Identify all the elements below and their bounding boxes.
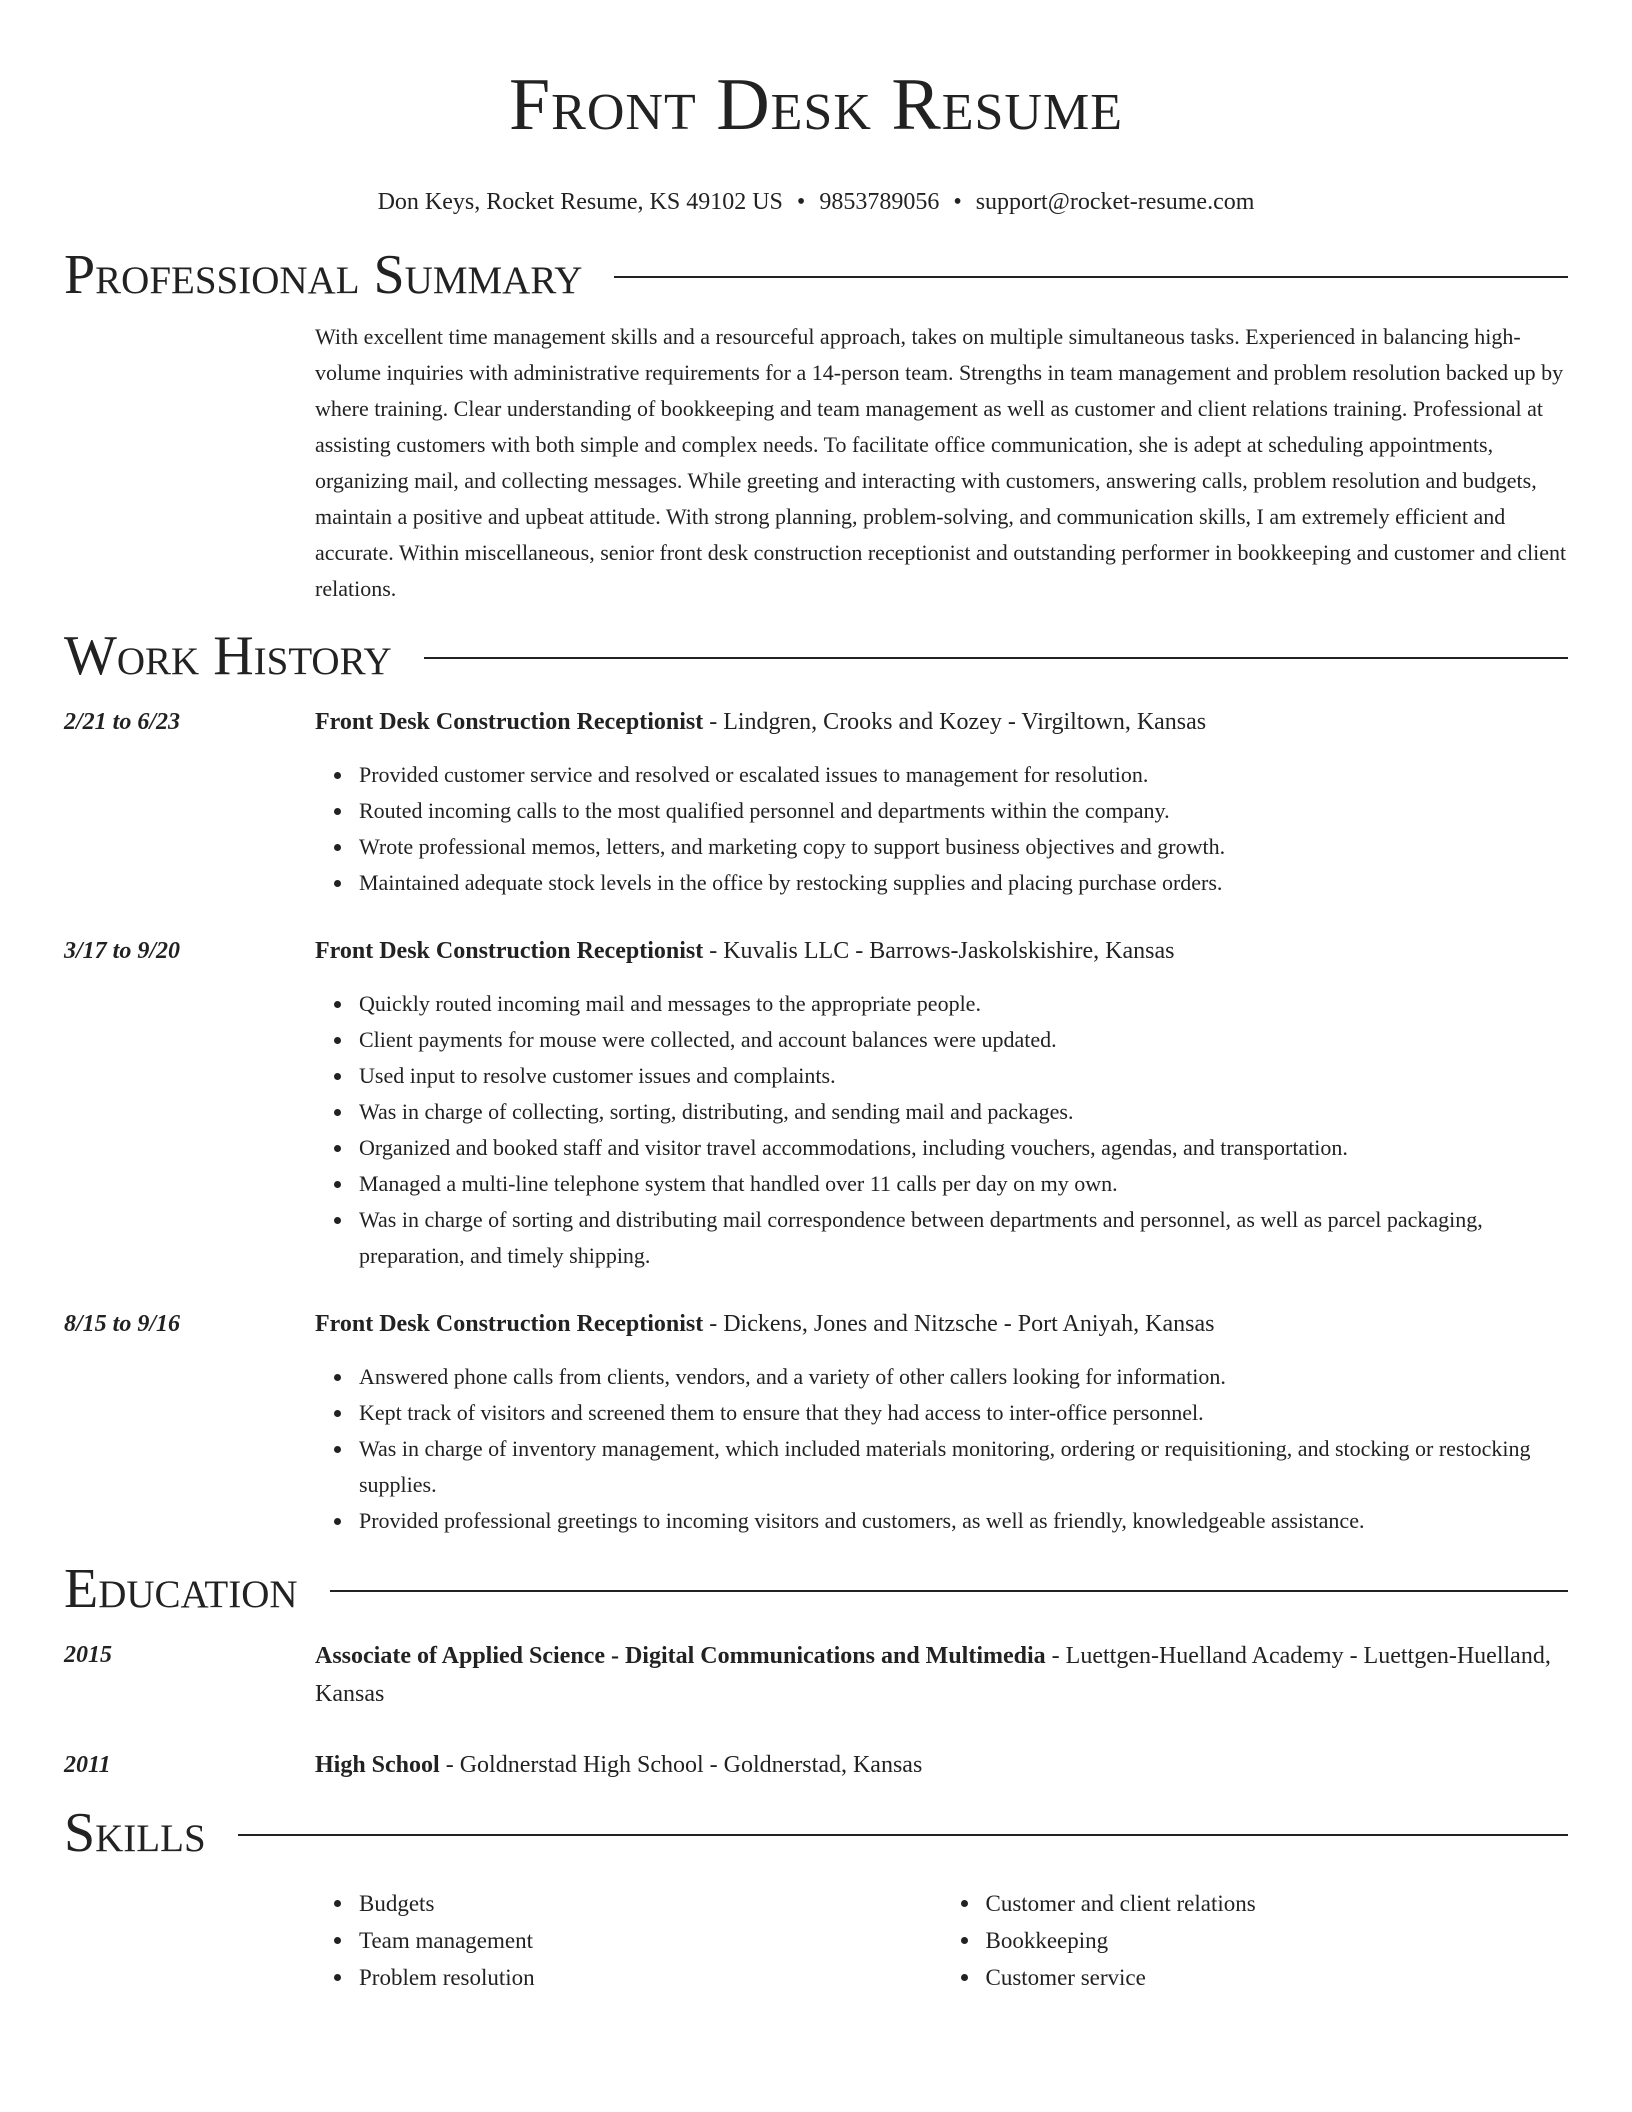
job-bullet: Managed a multi-line telephone system that handled over 11 calls per day on my own. (359, 1166, 1568, 1202)
job-bullet: Was in charge of sorting and distributing mail correspondence between departments and personnel, as well as parcel packaging, preparation, and timely shipping. (359, 1202, 1568, 1274)
job-entry (64, 1306, 1568, 1539)
job-bullet: Provided customer service and resolved or escalated issues to management for resolution. (359, 757, 1568, 793)
job-bullet: Maintained adequate stock levels in the office by restocking supplies and placing purchase orders. (359, 865, 1568, 901)
skills-row (64, 1885, 1568, 1996)
section-header-skills (64, 1801, 1568, 1865)
section-header-education (64, 1557, 1568, 1621)
section-title-work-history: Work History (64, 625, 392, 687)
job-bullet: Was in charge of inventory management, which included materials monitoring, ordering or requisitioning, and stocking or restocking supplies. (359, 1431, 1568, 1503)
skill-item: Problem resolution (359, 1959, 942, 1996)
education-details: - Luettgen-Huelland Academy - Luettgen-Huelland, Kansas (315, 1643, 1551, 1707)
contact-phone: 9853789056 (819, 189, 940, 215)
section-divider (614, 276, 1568, 278)
skills-column (942, 1885, 1569, 1996)
skill-item: Budgets (359, 1885, 942, 1922)
job-details: - Kuvalis LLC - Barrows-Jaskolskishire, Kansas (703, 938, 1175, 964)
job-bullet: Routed incoming calls to the most qualified personnel and departments within the company. (359, 793, 1568, 829)
job-title: Front Desk Construction Receptionist (315, 709, 704, 735)
education-details: - Goldnerstad High School - Goldnerstad, Kansas (439, 1752, 923, 1778)
contact-line (64, 186, 1568, 218)
job-bullet: Quickly routed incoming mail and messages to the appropriate people. (359, 986, 1568, 1022)
education-heading (315, 1747, 1568, 1783)
section-divider (424, 657, 1568, 659)
education-year: 2015 (64, 1642, 112, 1668)
skill-item: Customer service (986, 1959, 1569, 1996)
job-entry (64, 704, 1568, 901)
section-title-skills: Skills (64, 1802, 206, 1864)
job-dates: 2/21 to 6/23 (64, 709, 181, 735)
job-title: Front Desk Construction Receptionist (315, 1311, 704, 1337)
job-dates: 3/17 to 9/20 (64, 938, 181, 964)
job-entry (64, 933, 1568, 1274)
job-bullet: Wrote professional memos, letters, and marketing copy to support business objectives and growth. (359, 829, 1568, 865)
summary-spacer (64, 319, 315, 607)
education-entry (64, 1747, 1568, 1783)
summary-row (64, 319, 1568, 607)
job-bullets (315, 757, 1568, 901)
section-divider (238, 1834, 1568, 1836)
job-bullet: Organized and booked staff and visitor travel accommodations, including vouchers, agendas, and transportation. (359, 1130, 1568, 1166)
resume-title: Front Desk Resume (509, 64, 1123, 146)
job-heading (315, 1306, 1568, 1342)
job-dates: 8/15 to 9/16 (64, 1311, 181, 1337)
skill-item: Customer and client relations (986, 1885, 1569, 1922)
skills-spacer (64, 1885, 315, 1996)
education-degree: Associate of Applied Science - Digital Communications and Multimedia (315, 1643, 1046, 1669)
job-heading (315, 704, 1568, 740)
job-bullets (315, 986, 1568, 1274)
education-heading (315, 1637, 1568, 1713)
job-bullet: Client payments for mouse were collected, and account balances were updated. (359, 1022, 1568, 1058)
contact-address: Don Keys, Rocket Resume, KS 49102 US (377, 189, 783, 215)
job-bullet: Kept track of visitors and screened them to ensure that they had access to inter-office personnel. (359, 1395, 1568, 1431)
job-heading (315, 933, 1568, 969)
section-title-summary: Professional Summary (64, 244, 583, 306)
skills-column (315, 1885, 942, 1996)
contact-email: support@rocket-resume.com (975, 189, 1255, 215)
skills-list (315, 1885, 1568, 1996)
contact-separator: • (953, 189, 962, 215)
job-details: - Dickens, Jones and Nitzsche - Port Aniyah, Kansas (703, 1311, 1215, 1337)
education-degree: High School (315, 1752, 440, 1778)
job-bullet: Used input to resolve customer issues and complaints. (359, 1058, 1568, 1094)
job-bullet: Provided professional greetings to incoming visitors and customers, as well as friendly, knowledgeable assistance. (359, 1503, 1568, 1539)
section-header-work-history (64, 624, 1568, 688)
job-bullets (315, 1359, 1568, 1539)
job-title: Front Desk Construction Receptionist (315, 938, 704, 964)
skill-item: Bookkeeping (986, 1922, 1569, 1959)
summary-text: With excellent time management skills and a resourceful approach, takes on multiple simultaneous tasks. Experienced in balancing high-volume inquiries with administrative requirements for a 14-person team. Strengths in team management and problem resolution backed up by where training. Clear understanding of bookkeeping and team management as well as customer and client relations training. Professional at assisting customers with both simple and complex needs. To facilitate office communication, she is adept at scheduling appointments, organizing mail, and collecting messages. While greeting and interacting with customers, answering calls, problem resolution and budgets, maintain a positive and upbeat attitude. With strong planning, problem-solving, and communication skills, I am extremely efficient and accurate. Within miscellaneous, senior front desk construction receptionist and outstanding performer in bookkeeping and customer and client relations. (315, 324, 1567, 601)
skill-item: Team management (359, 1922, 942, 1959)
education-entry (64, 1637, 1568, 1713)
job-details: - Lindgren, Crooks and Kozey - Virgiltown, Kansas (703, 709, 1207, 735)
education-year: 2011 (64, 1752, 111, 1778)
contact-separator: • (796, 189, 806, 215)
section-title-education: Education (64, 1558, 298, 1620)
job-bullet: Answered phone calls from clients, vendors, and a variety of other callers looking for information. (359, 1359, 1568, 1395)
section-header-summary (64, 243, 1568, 307)
job-bullet: Was in charge of collecting, sorting, distributing, and sending mail and packages. (359, 1094, 1568, 1130)
section-divider (330, 1590, 1568, 1592)
